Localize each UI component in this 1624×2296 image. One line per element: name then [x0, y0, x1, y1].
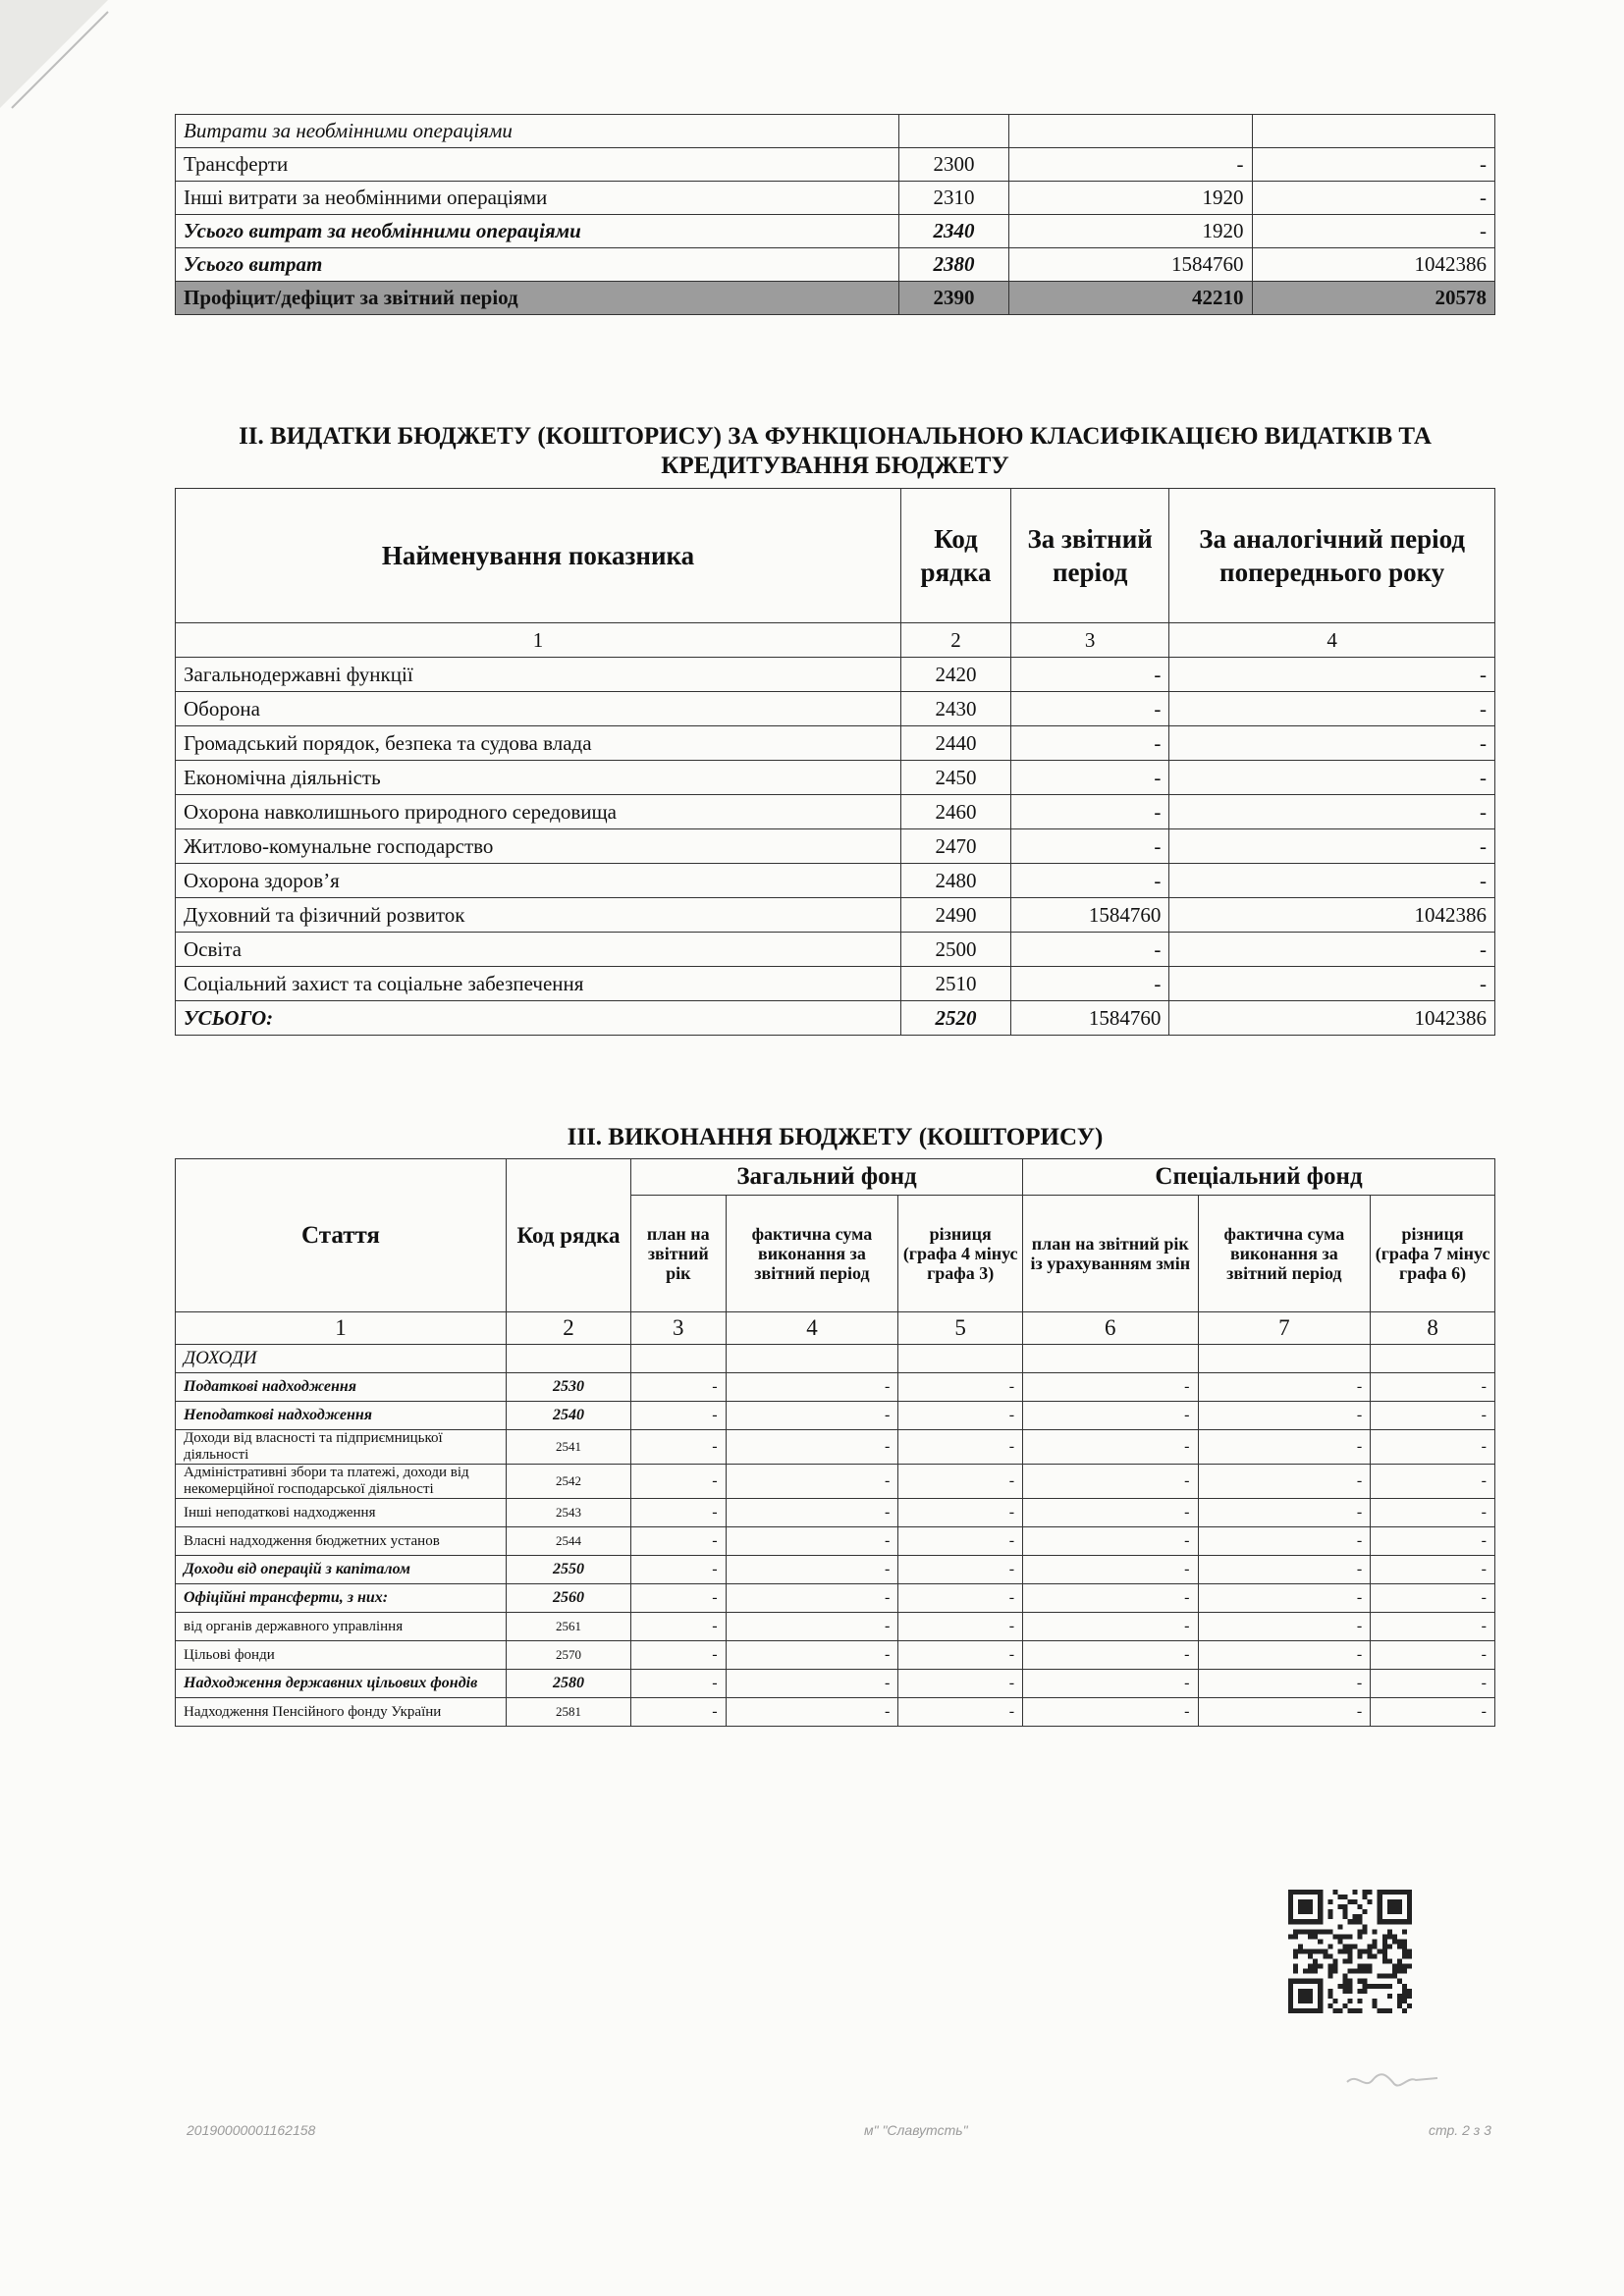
- table-row: [176, 115, 1495, 148]
- table-row: [176, 1613, 1495, 1641]
- row-label: Загальнодержавні функції: [176, 658, 901, 692]
- col-number: 2: [901, 623, 1011, 658]
- row-code: 2460: [901, 795, 1011, 829]
- row-code: [899, 115, 1009, 148]
- row-label: Освіта: [176, 933, 901, 967]
- row-previous-period: -: [1169, 658, 1495, 692]
- row-current-period: 1920: [1009, 215, 1253, 248]
- row-value: -: [631, 1527, 727, 1556]
- table-row: [176, 898, 1495, 933]
- header-previous: За аналогічний період попереднього року: [1169, 489, 1495, 623]
- row-code: 2542: [507, 1465, 631, 1499]
- section3-title: ІІІ. ВИКОНАННЯ БЮДЖЕТУ (КОШТОРИСУ): [567, 1124, 1104, 1150]
- row-value: -: [631, 1698, 727, 1727]
- table-row: [176, 248, 1495, 282]
- table-row: [176, 1584, 1495, 1613]
- row-value: -: [1371, 1613, 1495, 1641]
- row-label: Охорона здоров’я: [176, 864, 901, 898]
- row-label: Доходи від власності та підприємницької діяльності: [176, 1430, 507, 1465]
- row-label: Власні надходження бюджетних установ: [176, 1527, 507, 1556]
- row-previous-period: -: [1252, 148, 1495, 182]
- table-row: [176, 1402, 1495, 1430]
- row-value: -: [631, 1584, 727, 1613]
- table-row: [176, 658, 1495, 692]
- row-previous-period: -: [1169, 726, 1495, 761]
- row-value: -: [1371, 1373, 1495, 1402]
- row-value: -: [898, 1613, 1023, 1641]
- row-value: -: [726, 1613, 898, 1641]
- table-row: [176, 1430, 1495, 1465]
- page-corner-fold: [0, 0, 128, 128]
- row-value: -: [1198, 1373, 1371, 1402]
- row-code: 2561: [507, 1613, 631, 1641]
- row-code: 2500: [901, 933, 1011, 967]
- row-previous-period: -: [1169, 829, 1495, 864]
- row-value: -: [1198, 1613, 1371, 1641]
- row-current-period: 1584760: [1011, 898, 1169, 933]
- row-value: -: [726, 1373, 898, 1402]
- row-previous-period: -: [1169, 864, 1495, 898]
- row-current-period: -: [1011, 795, 1169, 829]
- row-previous-period: [1252, 115, 1495, 148]
- row-code: 2300: [899, 148, 1009, 182]
- total-previous: 1042386: [1169, 1001, 1495, 1036]
- row-label: Податкові надходження: [176, 1373, 507, 1402]
- row-previous-period: -: [1169, 692, 1495, 726]
- row-previous-period: -: [1252, 182, 1495, 215]
- row-label: Інші витрати за необмінними операціями: [176, 182, 899, 215]
- row-value: -: [631, 1499, 727, 1527]
- row-value: -: [898, 1402, 1023, 1430]
- col-number: 1: [176, 1312, 507, 1345]
- row-value: -: [1371, 1465, 1495, 1499]
- row-previous-period: 20578: [1252, 282, 1495, 315]
- table-row: [176, 182, 1495, 215]
- subheader-difference: різниця (графа 4 мінус графа 3): [898, 1196, 1023, 1312]
- row-code: 2543: [507, 1499, 631, 1527]
- row-current-period: -: [1011, 726, 1169, 761]
- row-value: -: [1198, 1584, 1371, 1613]
- table-row: [176, 282, 1495, 315]
- header-name: Найменування показника: [176, 489, 901, 623]
- row-value: -: [1371, 1527, 1495, 1556]
- row-value: -: [1023, 1613, 1198, 1641]
- row-value: -: [726, 1641, 898, 1670]
- row-value: -: [1023, 1527, 1198, 1556]
- total-code: 2520: [901, 1001, 1011, 1036]
- header-code: Код рядка: [507, 1159, 631, 1312]
- subheader-actual: фактична сума виконання за звітний період: [726, 1196, 898, 1312]
- row-label: Надходження Пенсійного фонду України: [176, 1698, 507, 1727]
- row-current-period: -: [1011, 967, 1169, 1001]
- table-row: [176, 1373, 1495, 1402]
- row-value: -: [898, 1465, 1023, 1499]
- row-label: Охорона навколишнього природного середовища: [176, 795, 901, 829]
- header-article: Стаття: [176, 1159, 507, 1312]
- table-row: [176, 1499, 1495, 1527]
- expenses-table: [175, 114, 1495, 315]
- row-code: 2540: [507, 1402, 631, 1430]
- row-current-period: -: [1011, 933, 1169, 967]
- row-value: -: [1371, 1698, 1495, 1727]
- total-current: 1584760: [1011, 1001, 1169, 1036]
- row-code: 2530: [507, 1373, 631, 1402]
- section2-title-line2: КРЕДИТУВАННЯ БЮДЖЕТУ: [661, 453, 1009, 479]
- header-current: За звітний період: [1011, 489, 1169, 623]
- col-number: 5: [898, 1312, 1023, 1345]
- col-number: 7: [1198, 1312, 1371, 1345]
- group-row: [176, 1345, 1495, 1373]
- row-value: -: [1023, 1430, 1198, 1465]
- row-label: Неподаткові надходження: [176, 1402, 507, 1430]
- row-current-period: -: [1011, 692, 1169, 726]
- row-label: Економічна діяльність: [176, 761, 901, 795]
- row-value: -: [1371, 1402, 1495, 1430]
- group-label: ДОХОДИ: [176, 1345, 507, 1373]
- row-value: -: [1023, 1698, 1198, 1727]
- row-value: -: [1023, 1670, 1198, 1698]
- row-code: 2390: [899, 282, 1009, 315]
- row-code: 2570: [507, 1641, 631, 1670]
- row-value: -: [898, 1527, 1023, 1556]
- row-label: Цільові фонди: [176, 1641, 507, 1670]
- row-value: -: [631, 1373, 727, 1402]
- table-row: [176, 1527, 1495, 1556]
- table-row: [176, 692, 1495, 726]
- table-row: [176, 1670, 1495, 1698]
- row-value: -: [1198, 1670, 1371, 1698]
- table-row: [176, 967, 1495, 1001]
- row-label: Офіційні трансферти, з них:: [176, 1584, 507, 1613]
- row-value: -: [631, 1613, 727, 1641]
- subheader-actual: фактична сума виконання за звітний період: [1198, 1196, 1371, 1312]
- row-code: 2560: [507, 1584, 631, 1613]
- row-value: -: [1198, 1402, 1371, 1430]
- col-number: 3: [631, 1312, 727, 1345]
- row-value: -: [726, 1499, 898, 1527]
- table-row: [176, 864, 1495, 898]
- table-row: [176, 829, 1495, 864]
- row-value: -: [898, 1670, 1023, 1698]
- row-value: -: [898, 1584, 1023, 1613]
- row-label: Доходи від операцій з капіталом: [176, 1556, 507, 1584]
- row-previous-period: -: [1169, 795, 1495, 829]
- subheader-difference: різниця (графа 7 мінус графа 6): [1371, 1196, 1495, 1312]
- header-code: Код рядка: [901, 489, 1011, 623]
- row-current-period: -: [1011, 658, 1169, 692]
- table-row: [176, 148, 1495, 182]
- footer-page-number: стр. 2 з 3: [1429, 2122, 1491, 2138]
- signature-mark: [1343, 2066, 1441, 2094]
- row-code: 2450: [901, 761, 1011, 795]
- total-row: [176, 1001, 1495, 1036]
- header-special-fund: Спеціальний фонд: [1023, 1159, 1495, 1196]
- row-code: 2490: [901, 898, 1011, 933]
- col-number: 2: [507, 1312, 631, 1345]
- row-value: -: [1371, 1430, 1495, 1465]
- row-label: Трансферти: [176, 148, 899, 182]
- table-row: [176, 1698, 1495, 1727]
- row-value: -: [631, 1465, 727, 1499]
- row-value: -: [898, 1499, 1023, 1527]
- table-row: [176, 1641, 1495, 1670]
- row-label: Надходження державних цільових фондів: [176, 1670, 507, 1698]
- row-value: -: [726, 1670, 898, 1698]
- column-number-row: [176, 623, 1495, 658]
- row-value: -: [726, 1584, 898, 1613]
- row-code: 2420: [901, 658, 1011, 692]
- row-value: -: [726, 1430, 898, 1465]
- row-previous-period: -: [1169, 933, 1495, 967]
- col-number: 6: [1023, 1312, 1198, 1345]
- row-code: 2550: [507, 1556, 631, 1584]
- functional-classification-table: [175, 488, 1495, 1036]
- row-code: 2510: [901, 967, 1011, 1001]
- row-value: -: [1198, 1430, 1371, 1465]
- table-row: [176, 215, 1495, 248]
- row-value: -: [1023, 1584, 1198, 1613]
- table-row: [176, 933, 1495, 967]
- row-value: -: [631, 1402, 727, 1430]
- row-value: -: [631, 1430, 727, 1465]
- row-value: -: [1198, 1499, 1371, 1527]
- row-value: -: [1023, 1641, 1198, 1670]
- row-value: -: [1198, 1527, 1371, 1556]
- row-current-period: -: [1009, 148, 1253, 182]
- row-previous-period: -: [1169, 761, 1495, 795]
- row-label: Житлово-комунальне господарство: [176, 829, 901, 864]
- row-code: 2310: [899, 182, 1009, 215]
- row-label: Соціальний захист та соціальне забезпечення: [176, 967, 901, 1001]
- table-header-row: [176, 1159, 1495, 1196]
- row-current-period: 42210: [1009, 282, 1253, 315]
- row-label: Громадський порядок, безпека та судова влада: [176, 726, 901, 761]
- row-value: -: [898, 1430, 1023, 1465]
- row-value: -: [1023, 1465, 1198, 1499]
- column-number-row: [176, 1312, 1495, 1345]
- table-row: [176, 726, 1495, 761]
- row-label: Профіцит/дефіцит за звітний період: [176, 282, 899, 315]
- table-row: [176, 795, 1495, 829]
- row-value: -: [1023, 1499, 1198, 1527]
- row-value: -: [631, 1556, 727, 1584]
- row-value: -: [631, 1670, 727, 1698]
- row-value: -: [898, 1698, 1023, 1727]
- row-code: 2440: [901, 726, 1011, 761]
- row-value: -: [1023, 1373, 1198, 1402]
- row-label: від органів державного управління: [176, 1613, 507, 1641]
- section2-title: [175, 422, 1495, 481]
- row-current-period: -: [1011, 864, 1169, 898]
- row-previous-period: -: [1169, 967, 1495, 1001]
- row-value: -: [1198, 1698, 1371, 1727]
- qr-code-icon: [1288, 1890, 1412, 2013]
- row-value: -: [726, 1556, 898, 1584]
- row-current-period: [1009, 115, 1253, 148]
- row-previous-period: 1042386: [1169, 898, 1495, 933]
- row-value: -: [631, 1641, 727, 1670]
- row-current-period: -: [1011, 829, 1169, 864]
- row-previous-period: 1042386: [1252, 248, 1495, 282]
- col-number: 3: [1011, 623, 1169, 658]
- row-label: Усього витрат: [176, 248, 899, 282]
- row-value: -: [898, 1373, 1023, 1402]
- row-current-period: 1920: [1009, 182, 1253, 215]
- row-value: -: [898, 1641, 1023, 1670]
- row-code: 2480: [901, 864, 1011, 898]
- row-code: 2470: [901, 829, 1011, 864]
- row-value: -: [1371, 1641, 1495, 1670]
- row-code: 2541: [507, 1430, 631, 1465]
- section2-title-line1: ІІ. ВИДАТКИ БЮДЖЕТУ (КОШТОРИСУ) ЗА ФУНКЦІОНАЛЬНОЮ КЛАСИФІКАЦІЄЮ ВИДАТКІВ ТА: [239, 423, 1432, 450]
- col-number: 1: [176, 623, 901, 658]
- col-number: 4: [1169, 623, 1495, 658]
- row-value: -: [1371, 1499, 1495, 1527]
- row-current-period: 1584760: [1009, 248, 1253, 282]
- row-value: -: [726, 1698, 898, 1727]
- budget-execution-table: [175, 1158, 1495, 1727]
- row-value: -: [1371, 1556, 1495, 1584]
- table-row: [176, 1465, 1495, 1499]
- row-value: -: [1023, 1402, 1198, 1430]
- row-label: Усього витрат за необмінними операціями: [176, 215, 899, 248]
- row-value: -: [1198, 1465, 1371, 1499]
- row-label: Витрати за необмінними операціями: [176, 115, 899, 148]
- row-label: Оборона: [176, 692, 901, 726]
- row-value: -: [1198, 1641, 1371, 1670]
- col-number: 4: [726, 1312, 898, 1345]
- row-value: -: [726, 1402, 898, 1430]
- row-value: -: [726, 1527, 898, 1556]
- row-value: -: [1023, 1556, 1198, 1584]
- row-code: 2380: [899, 248, 1009, 282]
- row-value: -: [1371, 1584, 1495, 1613]
- table-row: [176, 761, 1495, 795]
- header-general-fund: Загальний фонд: [631, 1159, 1023, 1196]
- row-label: Адміністративні збори та платежі, доходи від некомерційної господарської діяльності: [176, 1465, 507, 1499]
- total-label: УСЬОГО:: [176, 1001, 901, 1036]
- row-code: 2580: [507, 1670, 631, 1698]
- row-label: Духовний та фізичний розвиток: [176, 898, 901, 933]
- row-code: 2340: [899, 215, 1009, 248]
- row-current-period: -: [1011, 761, 1169, 795]
- row-value: -: [1371, 1670, 1495, 1698]
- row-label: Інші неподаткові надходження: [176, 1499, 507, 1527]
- row-code: 2430: [901, 692, 1011, 726]
- row-value: -: [1198, 1556, 1371, 1584]
- subheader-plan: план на звітний рік: [631, 1196, 727, 1312]
- row-code: 2544: [507, 1527, 631, 1556]
- col-number: 8: [1371, 1312, 1495, 1345]
- row-code: 2581: [507, 1698, 631, 1727]
- footer-document-id: 20190000001162158: [187, 2122, 316, 2138]
- table-header-row: [176, 489, 1495, 623]
- subheader-plan-adjusted: план на звітний рік із урахуванням змін: [1023, 1196, 1198, 1312]
- table-row: [176, 1556, 1495, 1584]
- row-value: -: [898, 1556, 1023, 1584]
- footer-organization: м" "Славутсть": [864, 2122, 968, 2138]
- row-previous-period: -: [1252, 215, 1495, 248]
- row-value: -: [726, 1465, 898, 1499]
